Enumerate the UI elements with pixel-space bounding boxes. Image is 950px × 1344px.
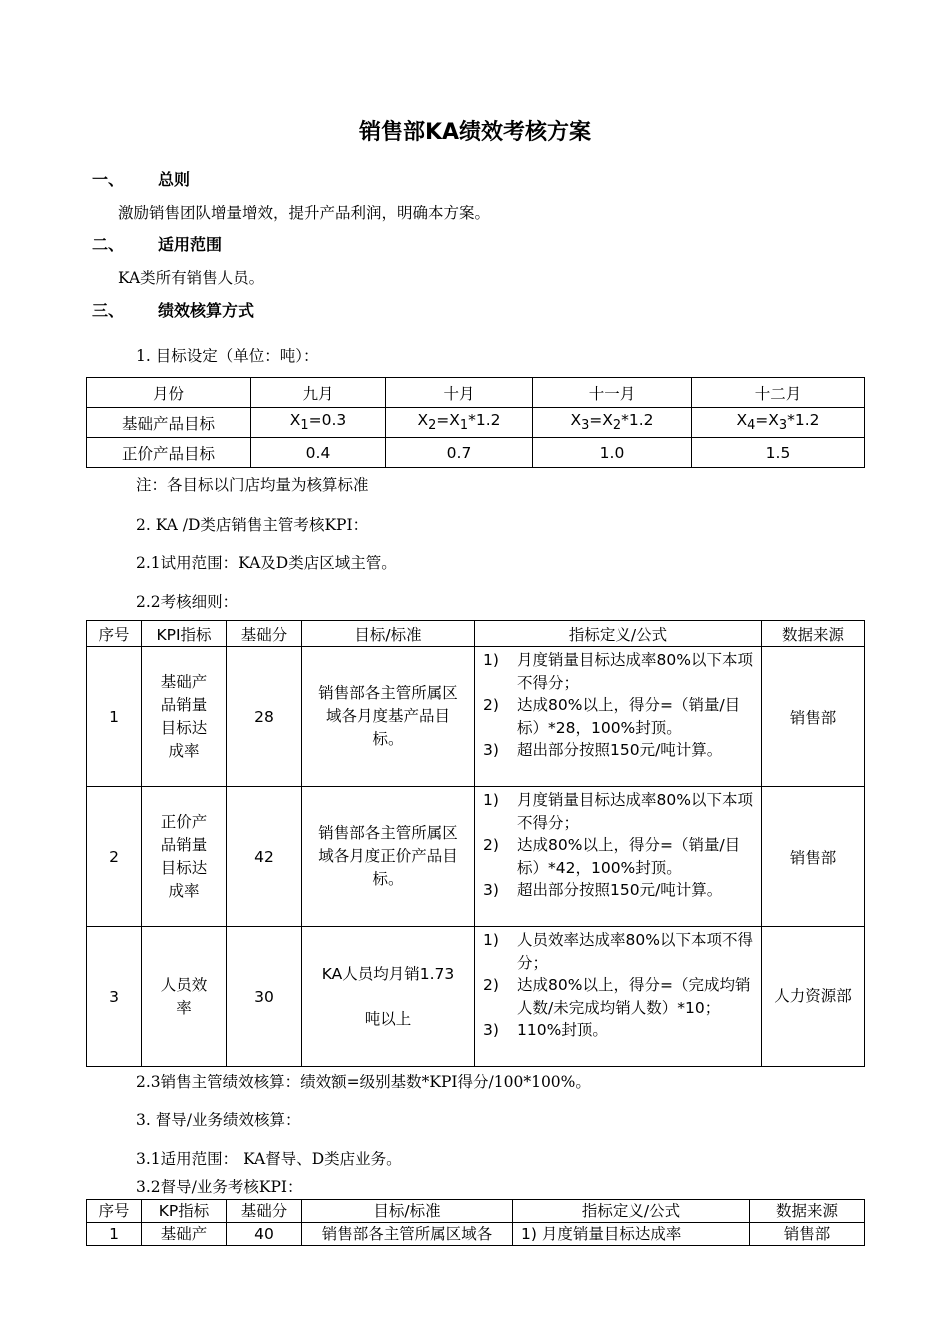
table-header-row — [87, 1200, 865, 1223]
table-cell: 1.5 — [692, 438, 865, 468]
header-cell: 十月 — [386, 378, 533, 408]
header-cell: 基础分 — [227, 1200, 302, 1223]
supervisor-scope: 3.1适用范围： KA督导、D类店业务。 — [136, 1150, 402, 1168]
kpi-base-score: 28 — [227, 647, 302, 787]
target-note: 注：各目标以门店均量为核算标准 — [136, 476, 369, 494]
kpi-indicator: 正价产品销量目标达成率 — [142, 787, 227, 927]
definition-item: 3) 超出部分按照150元/吨计算。 — [483, 881, 723, 899]
header-cell: KP指标 — [142, 1200, 227, 1223]
definition-item: 2) 达成80%以上，得分=（完成均销人数/未完成均销人数）*10； — [483, 976, 751, 1017]
header-cell: 指标定义/公式 — [475, 621, 762, 647]
header-cell: 序号 — [87, 621, 142, 647]
kpi-detail-heading: 2.2考核细则： — [136, 593, 239, 611]
table-header-row — [87, 621, 865, 647]
kpi-target-line: KA人员均月销1.73 — [321, 964, 455, 983]
kpi-target: 销售部各主管所属区域各月度基产品目标。 — [302, 647, 475, 787]
header-cell: 月份 — [87, 378, 251, 408]
header-cell: 十一月 — [533, 378, 692, 408]
row-number: 2 — [87, 787, 142, 927]
kpi-definition: 1) 月度销量目标达成率 — [513, 1223, 750, 1246]
kpi-base-score: 40 — [227, 1223, 302, 1246]
table-cell: $X_3=X_2*1.2$ — [533, 408, 692, 438]
table-row — [87, 787, 865, 927]
header-cell: KPI指标 — [142, 621, 227, 647]
table-row — [87, 408, 865, 438]
section-number: 三、 — [92, 301, 125, 320]
section-body-scope: KA类所有销售人员。 — [118, 269, 265, 287]
table-row — [87, 647, 865, 787]
section-number: 二、 — [92, 235, 125, 254]
kpi-data-source: 销售部 — [750, 1223, 865, 1246]
kpi-data-source: 销售部 — [762, 647, 865, 787]
header-cell: 基础分 — [227, 621, 302, 647]
kpi-base-score: 30 — [227, 927, 302, 1067]
kpi-target — [302, 927, 475, 1067]
kpi-table — [86, 620, 865, 1067]
header-cell: 十二月 — [692, 378, 865, 408]
section-heading-general — [92, 167, 190, 190]
kpi-definition — [475, 647, 762, 787]
kpi-definition — [475, 787, 762, 927]
table-row — [87, 438, 865, 468]
table-row — [87, 1223, 865, 1246]
row-label: 正价产品目标 — [87, 438, 251, 468]
table-cell: 0.4 — [251, 438, 386, 468]
calc-note: 2.3销售主管绩效核算：绩效额=级别基数*KPI得分/100*100%。 — [136, 1073, 591, 1091]
row-number: 3 — [87, 927, 142, 1067]
table-cell: 0.7 — [386, 438, 533, 468]
kpi-target-line: 吨以上 — [364, 1009, 412, 1028]
target-table — [86, 377, 865, 468]
section-label: 绩效核算方式 — [158, 301, 255, 320]
header-cell: 数据来源 — [750, 1200, 865, 1223]
kpi-data-source: 人力资源部 — [762, 927, 865, 1067]
kpi-target: 销售部各主管所属区域各 — [302, 1223, 513, 1246]
kpi-heading: 2. KA /D类店销售主管考核KPI： — [136, 516, 369, 534]
definition-item: 2) 达成80%以上，得分=（销量/目标）*42，100%封顶。 — [483, 836, 741, 877]
supervisor-heading: 3. 督导/业务绩效核算： — [136, 1111, 301, 1129]
supervisor-kpi-heading: 3.2督导/业务考核KPI： — [136, 1178, 303, 1196]
header-cell: 目标/标准 — [302, 621, 475, 647]
header-cell: 序号 — [87, 1200, 142, 1223]
table-row — [87, 927, 865, 1067]
supervisor-kpi-table — [86, 1199, 865, 1246]
table-cell: $X_2=X_1*1.2$ — [386, 408, 533, 438]
section-label: 适用范围 — [158, 235, 223, 254]
kpi-indicator: 基础产品销量目标达成率 — [142, 647, 227, 787]
definition-item: 1) 月度销量目标达成率80%以下本项不得分； — [483, 651, 753, 692]
definition-item: 1) 月度销量目标达成率80%以下本项不得分； — [483, 791, 753, 832]
table-cell: $X_4=X_3*1.2$ — [692, 408, 865, 438]
section-label: 总则 — [158, 170, 191, 189]
header-cell: 指标定义/公式 — [513, 1200, 750, 1223]
row-number: 1 — [87, 1223, 142, 1246]
section-heading-scope — [92, 232, 222, 255]
target-heading: 1. 目标设定（单位：吨）： — [136, 347, 319, 365]
kpi-indicator: 人员效率 — [142, 927, 227, 1067]
row-number: 1 — [87, 647, 142, 787]
kpi-base-score: 42 — [227, 787, 302, 927]
kpi-definition — [475, 927, 762, 1067]
definition-item: 2) 达成80%以上，得分=（销量/目标）*28，100%封顶。 — [483, 696, 741, 737]
table-cell: $X_1=0.3$ — [251, 408, 386, 438]
definition-item: 3) 110%封顶。 — [483, 1021, 608, 1039]
kpi-data-source: 销售部 — [762, 787, 865, 927]
section-number: 一、 — [92, 170, 125, 189]
section-heading-method — [92, 298, 254, 321]
table-cell: 1.0 — [533, 438, 692, 468]
page-title: 销售部KA绩效考核方案 — [358, 120, 592, 145]
header-cell: 数据来源 — [762, 621, 865, 647]
kpi-target: 销售部各主管所属区域各月度正价产品目标。 — [302, 787, 475, 927]
definition-item: 1) 人员效率达成率80%以下本项不得分； — [483, 931, 753, 972]
definition-item: 3) 超出部分按照150元/吨计算。 — [483, 741, 723, 759]
kpi-scope: 2.1试用范围：KA及D类店区域主管。 — [136, 554, 397, 572]
header-cell: 目标/标准 — [302, 1200, 513, 1223]
section-body-general: 激励销售团队增量增效，提升产品利润，明确本方案。 — [118, 204, 491, 222]
table-header-row — [87, 378, 865, 408]
kpi-indicator: 基础产 — [142, 1223, 227, 1246]
header-cell: 九月 — [251, 378, 386, 408]
row-label: 基础产品目标 — [87, 408, 251, 438]
